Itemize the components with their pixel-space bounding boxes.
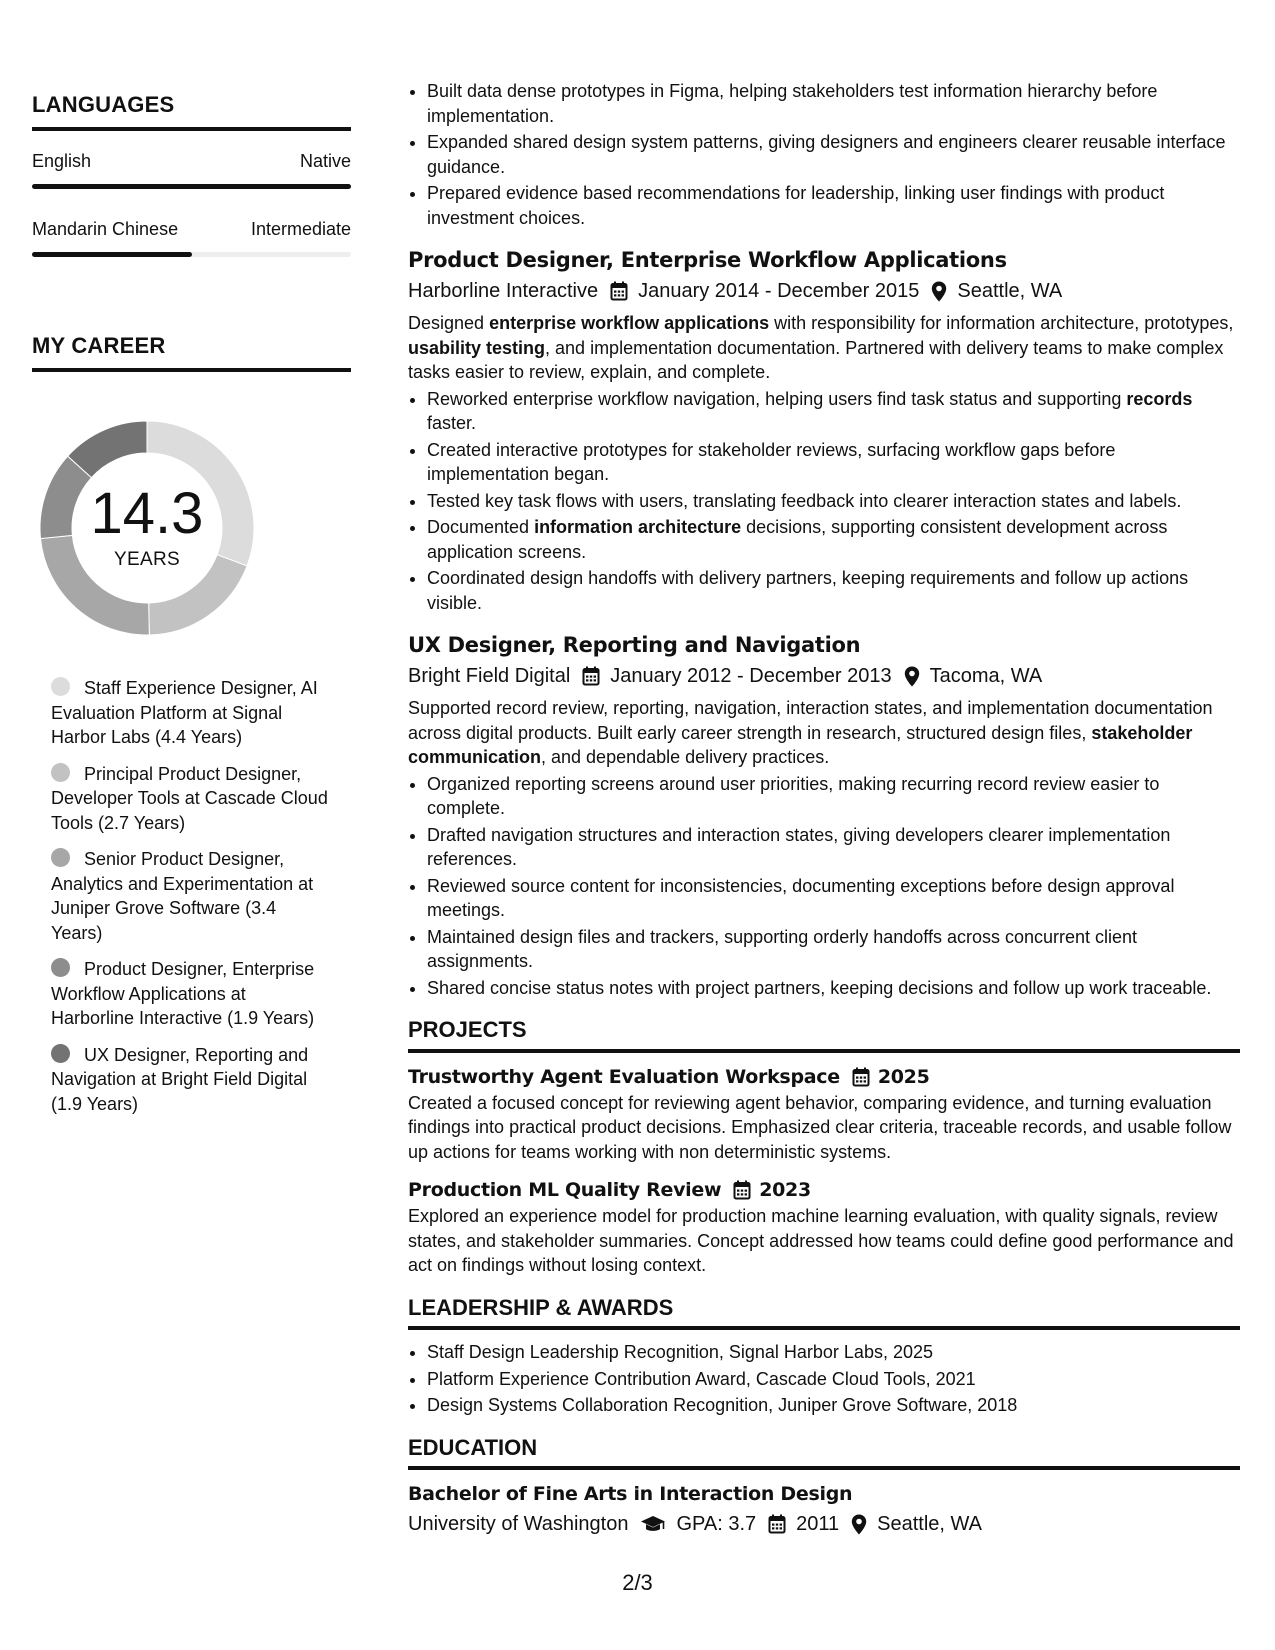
bullet-text: faster. [427,413,477,433]
education-rule [408,1466,1240,1470]
project-title-row [408,1176,1240,1204]
bullet-text: decisions, supporting consistent development across application screens. [427,517,1168,562]
calendar-icon [610,281,628,301]
calendar-icon [733,1180,751,1200]
job-bullets [408,772,1240,1001]
gpa: GPA: 3.7 [676,1513,757,1535]
bullet-item: • Maintained design files and trackers, supporting orderly handoffs across concurrent client assignments. [427,925,1240,974]
bullet-item: • Shared concise status notes with project partners, keeping decisions and follow up work traceable. [427,976,1240,1001]
bullet-item: • Reviewed source content for inconsistencies, documenting exceptions before design approval meetings. [427,874,1240,923]
calendar-icon [852,1067,870,1087]
calendar-icon [582,666,600,686]
career-legend [51,676,329,1128]
project-description: Explored an experience model for production machine learning evaluation, with quality signals, review states, and stakeholder summaries. Concept addressed how teams could define good performance and act on findings without losing context. [408,1206,1234,1275]
education-location: Seattle, WA [877,1513,983,1535]
career-legend-label: UX Designer, Reporting and Navigation at Bright Field Digital (1.9 Years) [51,1044,309,1114]
language-item [32,151,351,189]
projects-rule [408,1049,1240,1053]
language-item [32,219,351,257]
career-legend-item [51,676,329,750]
location-pin-icon [851,1514,867,1535]
languages-rule [32,127,351,131]
project-title: Production ML Quality Review [408,1179,722,1201]
summary-text: , and dependable delivery practices. [541,747,830,767]
graduation-cap-icon [640,1514,666,1534]
legend-dot [51,958,70,977]
career-legend-item [51,762,329,836]
education-section [408,1436,1240,1539]
award-item: • Staff Design Leadership Recognition, Signal Harbor Labs, 2025 [427,1340,1240,1365]
job-location: Tacoma, WA [929,665,1043,687]
language-name: English [32,151,92,171]
projects-heading: PROJECTS [408,1017,527,1042]
right-column [408,79,1240,1544]
career-legend-item [51,847,329,945]
location-pin-icon [904,666,920,687]
bullet-item [427,387,1240,436]
bullet-item: • Tested key task flows with users, translating feedback into clearer interaction states and labels. [427,489,1240,514]
career-total-years: 14.3 [90,481,204,546]
education-meta [408,1510,1240,1538]
career-rule [32,368,351,372]
bullet-keyword: information architecture [534,517,742,537]
school-name: University of Washington [408,1513,629,1535]
language-proficiency-bar [32,252,351,257]
career-years-unit: YEARS [114,549,180,570]
bullet-text: Documented [427,517,535,537]
language-proficiency-fill [32,184,351,189]
legend-dot [51,677,70,696]
job-meta [408,662,1240,690]
language-name: Mandarin Chinese [32,219,179,239]
calendar-icon [768,1514,786,1534]
career-legend-label: Senior Product Designer, Analytics and Experimentation at Juniper Grove Software (3.4 Years) [51,849,314,943]
job-title: UX Designer, Reporting and Navigation [408,633,861,657]
bullet-item: • Drafted navigation structures and interaction states, giving developers clearer implementation references. [427,823,1240,872]
career-legend-label: Product Designer, Enterprise Workflow Applications at Harborline Interactive (1.9 Years) [51,959,315,1028]
job-location: Seattle, WA [957,280,1063,302]
summary-keyword: enterprise workflow applications [489,313,770,333]
degree-title: Bachelor of Fine Arts in Interaction Design [408,1483,853,1505]
language-proficiency-bar [32,184,351,189]
summary-keyword: usability testing [408,337,546,358]
summary-text: Designed [408,313,490,333]
summary-text: Supported record review, reporting, navigation, interaction states, and implementation documentation across digital products. Built early career strength in research, structured design files, [408,698,1213,743]
award-item: • Design Systems Collaboration Recognition, Juniper Grove Software, 2018 [427,1393,1240,1418]
career-legend-item [51,1043,329,1117]
languages-section [32,92,351,257]
bullet-item: • Expanded shared design system patterns, giving designers and engineers clearer reusable interface guidance. [427,130,1240,179]
education-heading: EDUCATION [408,1434,538,1460]
project-year: 2023 [759,1179,811,1201]
career-legend-item [51,957,329,1031]
job-summary [408,311,1240,385]
project-description: Created a focused concept for reviewing agent behavior, comparing evidence, and turning evaluation findings into practical product decisions. Emphasized clear criteria, traceable records, and usable follow up actions for teams working with non deterministic systems. [408,1092,1232,1162]
legend-dot [51,848,70,867]
career-legend-label: Staff Experience Designer, AI Evaluation Platform at Signal Harbor Labs (4.4 Years) [51,678,318,747]
awards-section [408,1296,1240,1418]
bullet-text: Reworked enterprise workflow navigation, helping users find task status and supporting [427,388,1127,409]
previous-job-bullets [408,79,1240,230]
career-heading: MY CAREER [32,333,166,358]
career-donut-center [34,415,260,641]
project-entry [408,1063,1240,1165]
bullet-item: • Built data dense prototypes in Figma, helping stakeholders test information hierarchy before implementation. [427,79,1240,128]
bullet-item [427,515,1240,564]
location-pin-icon [931,281,947,302]
career-legend-label: Principal Product Designer, Developer Tools at Cascade Cloud Tools (2.7 Years) [51,763,328,833]
job-title: Product Designer, Enterprise Workflow Applications [408,248,1007,272]
projects-section [408,1018,1240,1278]
awards-list [408,1340,1240,1418]
awards-rule [408,1326,1240,1330]
bullet-item: • Created interactive prototypes for stakeholder reviews, surfacing workflow gaps before implementation began. [427,438,1240,487]
company-name: Bright Field Digital [408,665,571,687]
company-name: Harborline Interactive [408,280,599,302]
project-year: 2025 [877,1065,930,1088]
career-section [32,333,351,372]
project-entry [408,1176,1240,1278]
summary-text: with responsibility for information architecture, prototypes, [769,313,1234,333]
summary-text: , and implementation documentation. Partnered with delivery teams to make complex tasks easier to review, explain, and complete. [408,337,1224,382]
job-meta [408,277,1240,305]
language-level: Native [299,151,351,171]
project-title-row [408,1063,1240,1091]
bullet-keyword: records [1126,388,1193,409]
page-number: 2/3 [622,1570,653,1595]
job-dates: January 2012 - December 2013 [610,665,892,687]
experience-entry [408,631,1240,1000]
language-proficiency-fill [32,252,192,257]
project-title: Trustworthy Agent Evaluation Workspace [408,1065,840,1088]
legend-dot [51,763,70,782]
summary-keyword: stakeholder communication [408,722,1193,767]
career-donut-chart [34,415,260,641]
experience-entry [408,246,1240,615]
job-summary [408,696,1240,770]
language-level: Intermediate [250,219,351,239]
languages-heading: LANGUAGES [32,92,175,117]
bullet-item: • Organized reporting screens around user priorities, making recurring record review easier to complete. [427,772,1240,821]
job-dates: January 2014 - December 2015 [638,280,920,302]
awards-heading: LEADERSHIP & AWARDS [408,1294,674,1320]
graduation-year: 2011 [796,1513,840,1535]
award-item: • Platform Experience Contribution Award, Cascade Cloud Tools, 2021 [427,1367,1240,1392]
bullet-item: • Coordinated design handoffs with delivery partners, keeping requirements and follow up actions visible. [427,566,1240,615]
job-bullets [408,387,1240,616]
legend-dot [51,1044,70,1063]
bullet-item: • Prepared evidence based recommendations for leadership, linking user findings with product investment choices. [427,181,1240,230]
